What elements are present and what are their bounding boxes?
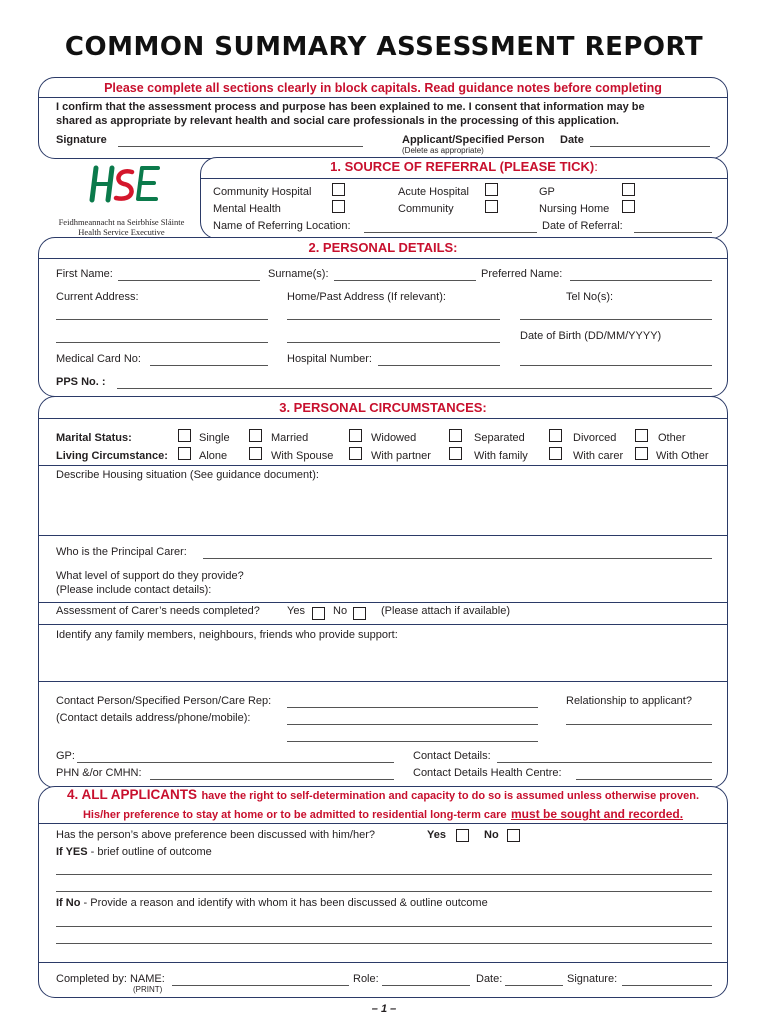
marital-option-separated: Separated — [474, 432, 525, 444]
health-centre-field[interactable] — [576, 779, 712, 780]
if-yes-label — [56, 846, 212, 858]
consent-text-2: shared as appropriate by relevant health and social care professionals in the processing of this application. — [56, 115, 619, 127]
principal-carer-field[interactable] — [203, 558, 712, 559]
preference-yes-checkbox[interactable] — [456, 829, 469, 842]
tel-field[interactable] — [520, 319, 712, 320]
hse-english-name: Health Service Executive — [78, 227, 165, 237]
gp-contact-details-field[interactable] — [497, 762, 712, 763]
referral-checkbox-mental-health[interactable] — [332, 200, 345, 213]
living-checkbox-carer[interactable] — [549, 447, 562, 460]
home-address-label: Home/Past Address (If relevant): — [287, 291, 446, 303]
print-note: (PRINT) — [133, 985, 163, 994]
hospital-number-label: Hospital Number: — [287, 353, 372, 365]
family-support-label: Identify any family members, neighbours, friends who provide support: — [56, 629, 398, 641]
gp-contact-details-label: Contact Details: — [413, 750, 491, 762]
living-checkbox-alone[interactable] — [178, 447, 191, 460]
completed-by-field[interactable] — [172, 985, 349, 986]
marital-checkbox-divorced[interactable] — [549, 429, 562, 442]
personal-circumstances-heading: 3. PERSONAL CIRCUMSTANCES: — [279, 400, 487, 415]
signature-label: Signature — [56, 134, 107, 146]
carer-assessment-yes-label: Yes — [287, 605, 305, 617]
living-checkbox-spouse[interactable] — [249, 447, 262, 460]
phn-label: PHN &/or CMHN: — [56, 767, 142, 779]
referral-option-mental-health: Mental Health — [213, 203, 281, 215]
preferred-name-label: Preferred Name: — [481, 268, 563, 280]
marital-option-single: Single — [199, 432, 230, 444]
referral-heading-text: 1. SOURCE OF REFERRAL (PLEASE TICK) — [330, 159, 595, 174]
home-address-line-2[interactable] — [287, 342, 500, 343]
applicants-divider-bottom — [39, 962, 727, 963]
preference-question: Has the person’s above preference been discussed with him/her? — [56, 829, 375, 841]
referral-checkbox-community[interactable] — [485, 200, 498, 213]
role-field[interactable] — [382, 985, 470, 986]
if-no-line-1[interactable] — [56, 926, 712, 927]
pps-label: PPS No. : — [56, 376, 106, 388]
circumstances-divider-2 — [39, 535, 727, 536]
applicant-label: Applicant/Specified Person — [402, 134, 545, 146]
dob-label: Date of Birth (DD/MM/YYYY) — [520, 330, 662, 342]
completed-signature-field[interactable] — [622, 985, 712, 986]
instruction-text: Please complete all sections clearly in block capitals. Read guidance notes before completing — [104, 81, 662, 95]
consent-text-1: I confirm that the assessment process and purpose has been explained to me. I consent that information may be — [56, 101, 645, 113]
if-no-bold: If No — [56, 897, 81, 909]
housing-label: Describe Housing situation (See guidance document): — [56, 469, 319, 481]
living-option-spouse: With Spouse — [271, 450, 334, 462]
marital-option-divorced: Divorced — [573, 432, 617, 444]
referral-option-community-hospital: Community Hospital — [213, 186, 312, 198]
contact-person-label: Contact Person/Specified Person/Care Rep: — [56, 695, 272, 707]
hse-logo — [54, 162, 189, 237]
if-no-rest: - Provide a reason and identify with whom it has been discussed & outline outcome — [83, 897, 488, 909]
referral-option-nursing-home: Nursing Home — [539, 203, 610, 215]
hse-logo-mark — [54, 162, 189, 210]
personal-details-panel — [38, 237, 728, 397]
referral-option-community: Community — [398, 203, 454, 215]
living-option-family: With family — [474, 450, 528, 462]
consent-date-label: Date — [560, 134, 584, 146]
housing-field[interactable] — [40, 482, 726, 534]
carer-assessment-no-checkbox[interactable] — [353, 607, 366, 620]
tel-label: Tel No(s): — [566, 291, 614, 303]
health-centre-label: Contact Details Health Centre: — [413, 767, 562, 779]
living-option-partner: With partner — [371, 450, 431, 462]
contact-details-label: (Contact details address/phone/mobile): — [56, 712, 251, 724]
principal-carer-label: Who is the Principal Carer: — [56, 546, 187, 558]
circumstances-divider-5 — [39, 681, 727, 682]
delete-note: (Delete as appropriate) — [402, 146, 484, 155]
marital-option-other: Other — [658, 432, 686, 444]
marital-option-married: Married — [271, 432, 309, 444]
marital-checkbox-separated[interactable] — [449, 429, 462, 442]
circumstances-divider-top — [39, 418, 727, 419]
preference-no-checkbox[interactable] — [507, 829, 520, 842]
personal-details-divider — [39, 258, 727, 259]
applicants-heading-rest: have the right to self-determination and capacity to do so is assumed unless otherwise proven. — [201, 790, 700, 802]
gp-label: GP: — [56, 750, 75, 762]
circumstances-divider-3 — [39, 602, 727, 603]
personal-details-heading: 2. PERSONAL DETAILS: — [308, 240, 458, 255]
if-yes-line-2[interactable] — [56, 891, 712, 892]
first-name-field[interactable] — [118, 280, 260, 281]
referral-checkbox-gp[interactable] — [622, 183, 635, 196]
if-yes-bold: If YES — [56, 846, 88, 858]
referral-divider — [201, 178, 727, 179]
referring-location-label: Name of Referring Location: — [213, 220, 351, 232]
preferred-name-field[interactable] — [570, 280, 712, 281]
current-address-line-2[interactable] — [56, 342, 268, 343]
marital-status-label: Marital Status: — [56, 432, 132, 444]
referral-checkbox-acute-hospital[interactable] — [485, 183, 498, 196]
medical-card-label: Medical Card No: — [56, 353, 141, 365]
referral-option-acute-hospital: Acute Hospital — [398, 186, 469, 198]
applicants-divider-top — [39, 823, 727, 824]
first-name-label: First Name: — [56, 268, 113, 280]
marital-checkbox-single[interactable] — [178, 429, 191, 442]
circumstances-divider-1 — [39, 465, 727, 466]
completed-date-label: Date: — [476, 973, 503, 985]
applicants-heading-big: 4. ALL APPLICANTS — [66, 787, 197, 802]
surname-field[interactable] — [334, 280, 476, 281]
marital-checkbox-widowed[interactable] — [349, 429, 362, 442]
referral-checkbox-community-hospital[interactable] — [332, 183, 345, 196]
applicants-heading-line-1 — [38, 786, 728, 804]
living-option-alone: Alone — [199, 450, 228, 462]
phn-field[interactable] — [150, 779, 394, 780]
carer-assessment-label: Assessment of Carer’s needs completed? — [56, 605, 260, 617]
surname-label: Surname(s): — [268, 268, 329, 280]
if-no-label — [56, 897, 488, 909]
hse-irish-name: Feidhmeannacht na Seirbhíse Sláinte — [58, 217, 185, 227]
if-no-line-2[interactable] — [56, 943, 712, 944]
contact-person-field[interactable] — [287, 707, 538, 708]
marital-option-widowed: Widowed — [371, 432, 417, 444]
living-option-other: With Other — [656, 450, 709, 462]
consent-divider — [39, 97, 727, 98]
referral-date-label: Date of Referral: — [542, 220, 623, 232]
family-support-field[interactable] — [40, 643, 726, 679]
current-address-line-1[interactable] — [56, 319, 268, 320]
carer-assessment-no-label: No — [333, 605, 348, 617]
hospital-number-field[interactable] — [378, 365, 500, 366]
dob-field[interactable] — [520, 365, 712, 366]
completed-date-field[interactable] — [505, 985, 563, 986]
pps-field[interactable] — [117, 388, 712, 389]
current-address-label: Current Address: — [56, 291, 139, 303]
contact-details-field-1[interactable] — [287, 724, 538, 725]
relationship-label: Relationship to applicant? — [566, 695, 692, 707]
consent-date-field[interactable] — [590, 146, 710, 147]
gp-field[interactable] — [77, 762, 394, 763]
page-number: – 1 – — [371, 1003, 397, 1015]
living-checkbox-family[interactable] — [449, 447, 462, 460]
referral-heading — [200, 159, 728, 174]
page-title: COMMON SUMMARY ASSESSMENT REPORT — [64, 32, 704, 62]
referral-option-gp: GP — [539, 186, 555, 198]
referral-heading-colon: : — [594, 159, 598, 174]
circumstances-divider-4 — [39, 624, 727, 625]
living-checkbox-other[interactable] — [635, 447, 648, 460]
contact-details-field-2[interactable] — [287, 741, 538, 742]
applicants-heading-line-2 — [38, 805, 728, 823]
if-yes-line-1[interactable] — [56, 874, 712, 875]
role-label: Role: — [353, 973, 379, 985]
marital-checkbox-other[interactable] — [635, 429, 648, 442]
living-checkbox-partner[interactable] — [349, 447, 362, 460]
support-contact-label: (Please include contact details): — [56, 584, 212, 596]
preference-no-label: No — [484, 829, 499, 841]
medical-card-field[interactable] — [150, 365, 268, 366]
referral-checkbox-nursing-home[interactable] — [622, 200, 635, 213]
referral-date-field[interactable] — [634, 232, 712, 233]
if-yes-rest: - brief outline of outcome — [90, 846, 212, 858]
completed-signature-label: Signature: — [567, 973, 618, 985]
attach-note: (Please attach if available) — [381, 605, 511, 617]
living-circumstance-label: Living Circumstance: — [56, 450, 168, 462]
carer-assessment-yes-checkbox[interactable] — [312, 607, 325, 620]
preference-yes-label: Yes — [427, 829, 446, 841]
applicants-heading-line2: His/her preference to stay at home or to be admitted to residential long-term care — [82, 809, 507, 821]
support-level-label: What level of support do they provide? — [56, 570, 244, 582]
living-option-carer: With carer — [573, 450, 624, 462]
marital-checkbox-married[interactable] — [249, 429, 262, 442]
signature-field[interactable] — [118, 146, 363, 147]
relationship-field[interactable] — [566, 724, 712, 725]
applicants-emphasis: must be sought and recorded. — [511, 807, 684, 821]
referring-location-field[interactable] — [364, 232, 537, 233]
completed-by-label: Completed by: NAME: — [56, 973, 165, 985]
home-address-line-1[interactable] — [287, 319, 500, 320]
